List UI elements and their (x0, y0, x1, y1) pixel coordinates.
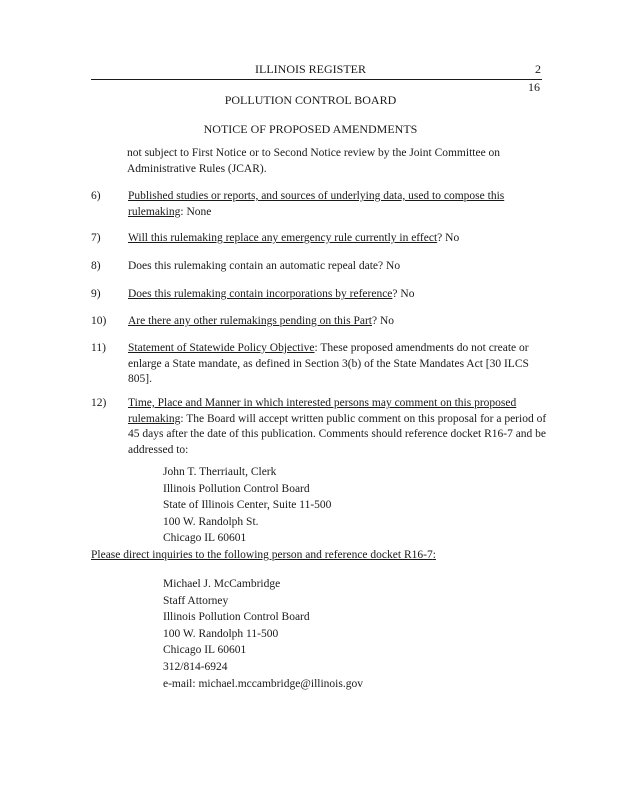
notice-title: NOTICE OF PROPOSED AMENDMENTS (203, 122, 418, 136)
item-number: 6) (91, 190, 101, 202)
contact-line: Michael J. McCambridge (163, 578, 281, 590)
agency-title: POLLUTION CONTROL BOARD (224, 93, 397, 107)
item-body (128, 396, 548, 458)
page-number: 2 (535, 62, 541, 76)
address-line: 100 W. Randolph St. (163, 515, 259, 528)
item-body (128, 287, 548, 303)
item-text: These proposed amendments do not create or enlarge a State mandate, as defined in Section 3(b) of the State Mandates Act [30 ILCS 805]. (128, 342, 529, 385)
item-number: 7) (91, 232, 101, 244)
address-line: State of Illinois Center, Suite 11-500 (163, 499, 332, 511)
contact-line: Chicago IL 60601 (163, 644, 247, 656)
issue-number: 16 (528, 80, 540, 94)
item-text: The Board will accept written public comment on this proposal for a period of 45 days after the date of this publication. Comments should reference docket R16-7 and be addressed to: (128, 412, 547, 456)
item-separator: : (180, 412, 187, 425)
item-number: 9) (91, 288, 101, 300)
item-label: Does this rulemaking contain incorporations by reference (128, 288, 393, 300)
item-number: 10) (91, 315, 107, 327)
item-separator: : (314, 342, 321, 354)
inquiry-label: Please direct inquiries to the following person and reference docket R16-7 (91, 549, 433, 561)
item-separator: ? (372, 315, 380, 327)
item-body (128, 341, 548, 388)
comment-address (163, 465, 463, 548)
inquiry-contact (163, 577, 463, 660)
address-line: Chicago IL 60601 (163, 532, 247, 544)
contact-phone: 312/814-6924 (163, 661, 228, 673)
item-separator: ? (437, 232, 446, 244)
item-body (128, 231, 548, 247)
item-text: No (379, 315, 395, 327)
inquiry-heading (91, 548, 436, 564)
item-text: Does this rulemaking contain an automatic repeal date? No (128, 260, 401, 272)
item-body (128, 189, 548, 220)
item-number: 11) (91, 342, 106, 354)
contact-line: 100 W. Randolph 11-500 (163, 627, 279, 640)
item-text: None (186, 205, 212, 218)
item-label: Are there any other rulemakings pending on this Part (128, 315, 372, 327)
continuation-paragraph: not subject to First Notice or to Second Notice review by the Joint Committee on Administrative Rules (JCAR). (127, 147, 501, 175)
address-line: John T. Therriault, Clerk (163, 466, 277, 478)
header-rule (91, 79, 542, 80)
item-label: Time, Place and Manner in which interested persons may comment on this proposed rulemaking (128, 397, 517, 425)
item-label: Will this rulemaking replace any emergency rule currently in effect (128, 232, 438, 244)
register-title: ILLINOIS REGISTER (255, 62, 366, 76)
item-label: Statement of Statewide Policy Objective (128, 342, 315, 354)
inquiry-contact-info (163, 660, 463, 693)
item-body (128, 259, 548, 275)
item-body (128, 314, 548, 330)
address-line: Illinois Pollution Control Board (163, 482, 310, 495)
item-separator: : (180, 205, 187, 218)
item-text: No (445, 232, 460, 244)
item-number: 12) (91, 397, 107, 409)
inquiry-separator: : (432, 549, 436, 561)
item-text: No (400, 288, 415, 300)
contact-line: Staff Attorney (163, 594, 229, 607)
contact-email: e-mail: michael.mccambridge@illinois.gov (163, 677, 363, 690)
item-label: Published studies or reports, and sources of underlying data, used to compose this rulemaking (128, 190, 505, 218)
contact-line: Illinois Pollution Control Board (163, 611, 310, 623)
item-number: 8) (91, 260, 101, 272)
item-separator: ? (392, 288, 401, 300)
